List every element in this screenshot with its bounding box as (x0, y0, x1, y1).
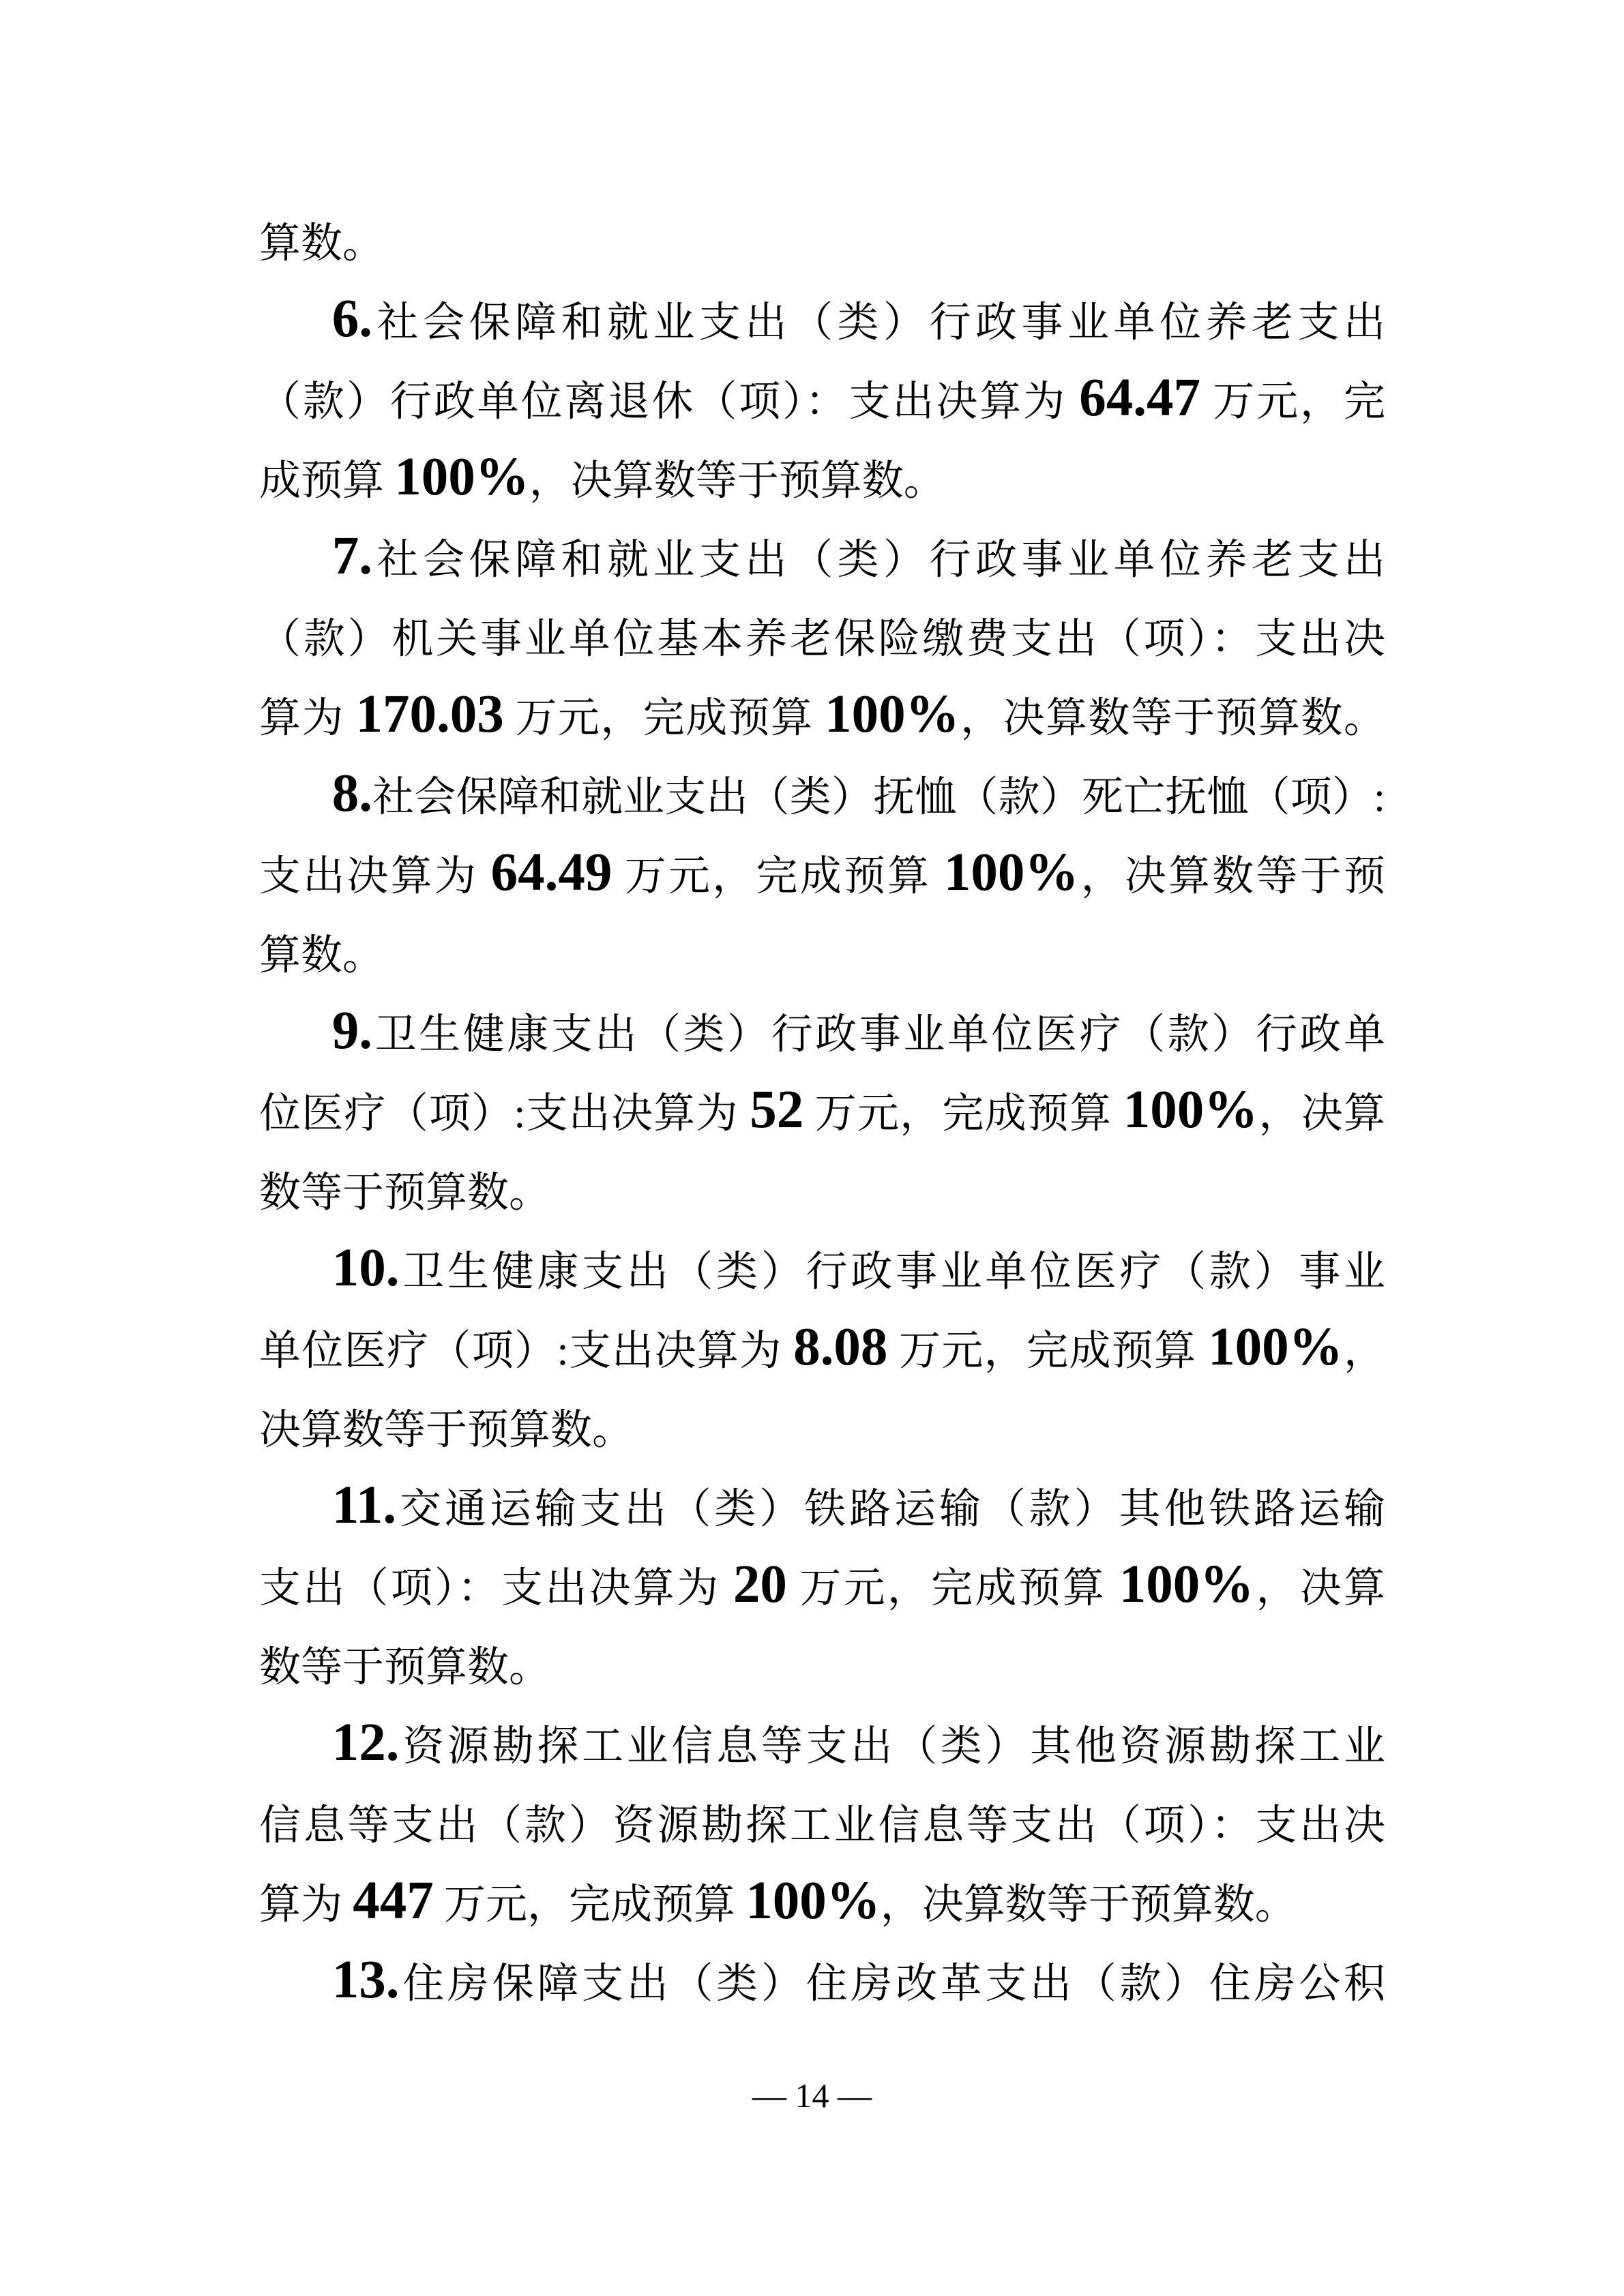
number: 8. (331, 764, 372, 823)
text-line: 单位医疗（项）:支出决算为 8.08 万元，完成预算 100%， (259, 1317, 1385, 1377)
number: 13. (331, 1950, 400, 2010)
number: 7. (331, 526, 372, 586)
text-line: （款）机关事业单位基本养老保险缴费支出（项）：支出决 (259, 616, 1385, 662)
text-line: 10.卫生健康支出（类）行政事业单位医疗（款）事业 (331, 1238, 1385, 1298)
text-line: 支出（项）：支出决算为 20 万元，完成预算 100%，决算 (259, 1555, 1385, 1614)
number: 64.49 (490, 843, 612, 902)
number: 20 (733, 1555, 787, 1614)
text-line: 6.社会保障和就业支出（类）行政事业单位养老支出 (331, 289, 1385, 348)
text-line: 8.社会保障和就业支出（类）抚恤（款）死亡抚恤（项）: (331, 764, 1385, 823)
number: 64.47 (1079, 368, 1201, 428)
text-line: 7.社会保障和就业支出（类）行政事业单位养老支出 (331, 526, 1385, 586)
number: 447 (353, 1871, 434, 1930)
number: 8.08 (793, 1317, 888, 1377)
number: 100% (394, 447, 529, 507)
text-line: （款）行政单位离退休（项）：支出决算为 64.47 万元，完 (259, 368, 1385, 428)
number: 100% (1208, 1317, 1343, 1377)
text-line: 位医疗（项）:支出决算为 52 万元，完成预算 100%，决算 (259, 1080, 1385, 1139)
page-footer (0, 2072, 1624, 2119)
number: 9. (331, 1001, 372, 1060)
number: 12. (331, 1713, 400, 1772)
number: 100% (825, 685, 960, 744)
text-line: 12.资源勘探工业信息等支出（类）其他资源勘探工业 (331, 1713, 1385, 1772)
number: 11. (331, 1476, 397, 1535)
text-line: 决算数等于预算数。 (259, 1407, 634, 1453)
number: 170.03 (355, 685, 504, 744)
number: 10. (331, 1238, 400, 1298)
number: 6. (331, 289, 372, 348)
text-line: 9.卫生健康支出（类）行政事业单位医疗（款）行政单 (331, 1001, 1385, 1060)
text-line: 信息等支出（款）资源勘探工业信息等支出（项）：支出决 (259, 1803, 1385, 1849)
page-number: — 14 — (752, 2076, 872, 2115)
number: 100% (943, 843, 1079, 902)
text-line: 数等于预算数。 (259, 1645, 551, 1690)
text-line: 数等于预算数。 (259, 1170, 551, 1216)
document-body (259, 205, 1385, 2024)
number: 100% (1119, 1555, 1254, 1614)
number: 100% (1123, 1080, 1258, 1139)
text-line: 算数。 (259, 221, 385, 267)
text-line: 成预算 100%，决算数等于预算数。 (259, 447, 945, 507)
text-line: 支出决算为 64.49 万元，完成预算 100%，决算数等于预 (259, 843, 1385, 902)
number: 100% (745, 1871, 881, 1930)
text-line: 算为 170.03 万元，完成预算 100%，决算数等于预算数。 (259, 685, 1385, 744)
text-line: 算数。 (259, 933, 385, 979)
text-line: 13.住房保障支出（类）住房改革支出（款）住房公积 (331, 1950, 1385, 2010)
text-line: 算为 447 万元，完成预算 100%，决算数等于预算数。 (259, 1871, 1297, 1930)
number: 52 (750, 1080, 804, 1139)
text-line: 11.交通运输支出（类）铁路运输（款）其他铁路运输 (331, 1476, 1385, 1535)
